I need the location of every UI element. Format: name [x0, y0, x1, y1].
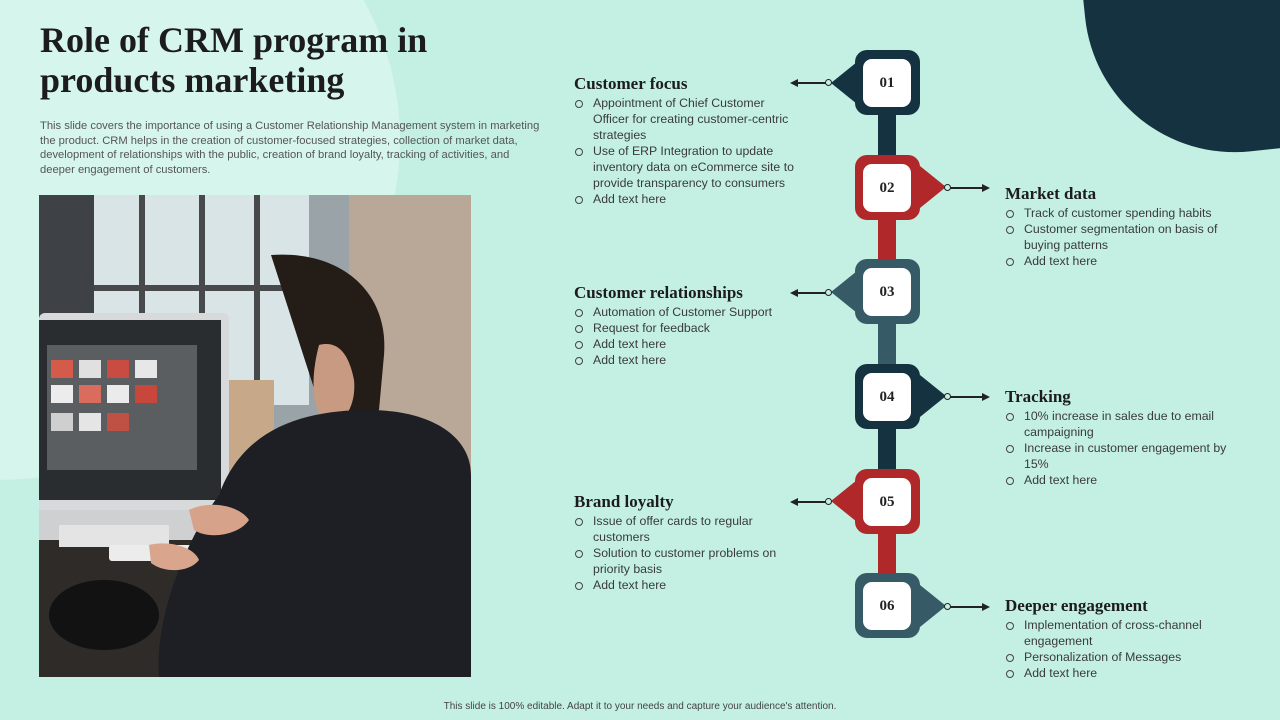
- step-05-heading: Brand loyalty: [574, 492, 674, 511]
- step-02-block: [1005, 184, 1230, 269]
- list-item: Add text here: [1005, 472, 1230, 488]
- step-03-node: [855, 259, 920, 324]
- list-item: Increase in customer engagement by 15%: [1005, 440, 1230, 472]
- step-03-tab: [831, 271, 857, 313]
- slide-footer: This slide is 100% editable. Adapt it to your needs and capture your audience's attention.: [443, 701, 837, 712]
- step-03-heading: Customer relationships: [574, 283, 743, 302]
- list-item: Add text here: [574, 577, 799, 593]
- step-05-dot: [825, 498, 832, 505]
- step-04-list: [1005, 408, 1230, 488]
- step-01-dot: [825, 79, 832, 86]
- step-02-connector: [948, 187, 984, 189]
- list-item: Customer segmentation on basis of buying patterns: [1005, 221, 1230, 253]
- list-item: Use of ERP Integration to update inventory data on eCommerce site to provide transparency to consumers: [574, 143, 799, 191]
- step-01-node: [855, 50, 920, 115]
- office-photo: [39, 195, 471, 677]
- step-01-heading: Customer focus: [574, 74, 688, 93]
- step-02-number: 02: [863, 164, 911, 212]
- list-item: Add text here: [574, 336, 799, 352]
- list-item: Personalization of Messages: [1005, 649, 1230, 665]
- list-item: Add text here: [574, 352, 799, 368]
- step-06-block: [1005, 596, 1230, 681]
- step-02-arrow: [982, 184, 990, 192]
- step-04-dot: [944, 393, 951, 400]
- step-04-block: [1005, 387, 1230, 488]
- step-03-number: 03: [863, 268, 911, 316]
- step-06-list: [1005, 617, 1230, 681]
- step-06-dot: [944, 603, 951, 610]
- step-01-list: [574, 95, 799, 207]
- step-01-number: 01: [863, 59, 911, 107]
- step-05-node: [855, 469, 920, 534]
- step-03-list: [574, 304, 799, 368]
- slide-description: This slide covers the importance of using a Customer Relationship Management system in marketing the product. CRM helps in the creation of customer-focused strategies, collection of market data, development of relationships with the public, creation of brand loyalty, tracking of activities, and deeper engagement of customers.: [40, 120, 540, 176]
- step-01-tab: [831, 62, 857, 104]
- list-item: Add text here: [574, 191, 799, 207]
- step-06-number: 06: [863, 582, 911, 630]
- step-03-block: [574, 283, 799, 368]
- step-03-dot: [825, 289, 832, 296]
- step-04-heading: Tracking: [1005, 387, 1071, 406]
- step-06-node: [855, 573, 920, 638]
- list-item: Track of customer spending habits: [1005, 205, 1230, 221]
- list-item: Implementation of cross-channel engagement: [1005, 617, 1230, 649]
- step-04-number: 04: [863, 373, 911, 421]
- list-item: Add text here: [1005, 253, 1230, 269]
- list-item: Issue of offer cards to regular customers: [574, 513, 799, 545]
- list-item: Appointment of Chief Customer Officer for creating customer-centric strategies: [574, 95, 799, 143]
- step-02-tab: [920, 166, 946, 208]
- list-item: Automation of Customer Support: [574, 304, 799, 320]
- list-item: 10% increase in sales due to email campaigning: [1005, 408, 1230, 440]
- step-04-tab: [920, 375, 946, 417]
- step-06-connector: [948, 606, 984, 608]
- step-05-tab: [831, 480, 857, 522]
- step-06-arrow: [982, 603, 990, 611]
- list-item: Add text here: [1005, 665, 1230, 681]
- step-02-dot: [944, 184, 951, 191]
- step-05-number: 05: [863, 478, 911, 526]
- step-02-list: [1005, 205, 1230, 269]
- step-05-block: [574, 492, 799, 593]
- list-item: Request for feedback: [574, 320, 799, 336]
- slide-title: Role of CRM program in products marketing: [40, 20, 428, 100]
- background-shape-right: [1080, 0, 1280, 167]
- step-01-block: [574, 74, 799, 207]
- list-item: Solution to customer problems on priority basis: [574, 545, 799, 577]
- step-04-connector: [948, 396, 984, 398]
- step-06-tab: [920, 585, 946, 627]
- step-06-heading: Deeper engagement: [1005, 596, 1148, 615]
- step-05-list: [574, 513, 799, 593]
- step-04-node: [855, 364, 920, 429]
- step-04-arrow: [982, 393, 990, 401]
- step-02-node: [855, 155, 920, 220]
- step-02-heading: Market data: [1005, 184, 1097, 203]
